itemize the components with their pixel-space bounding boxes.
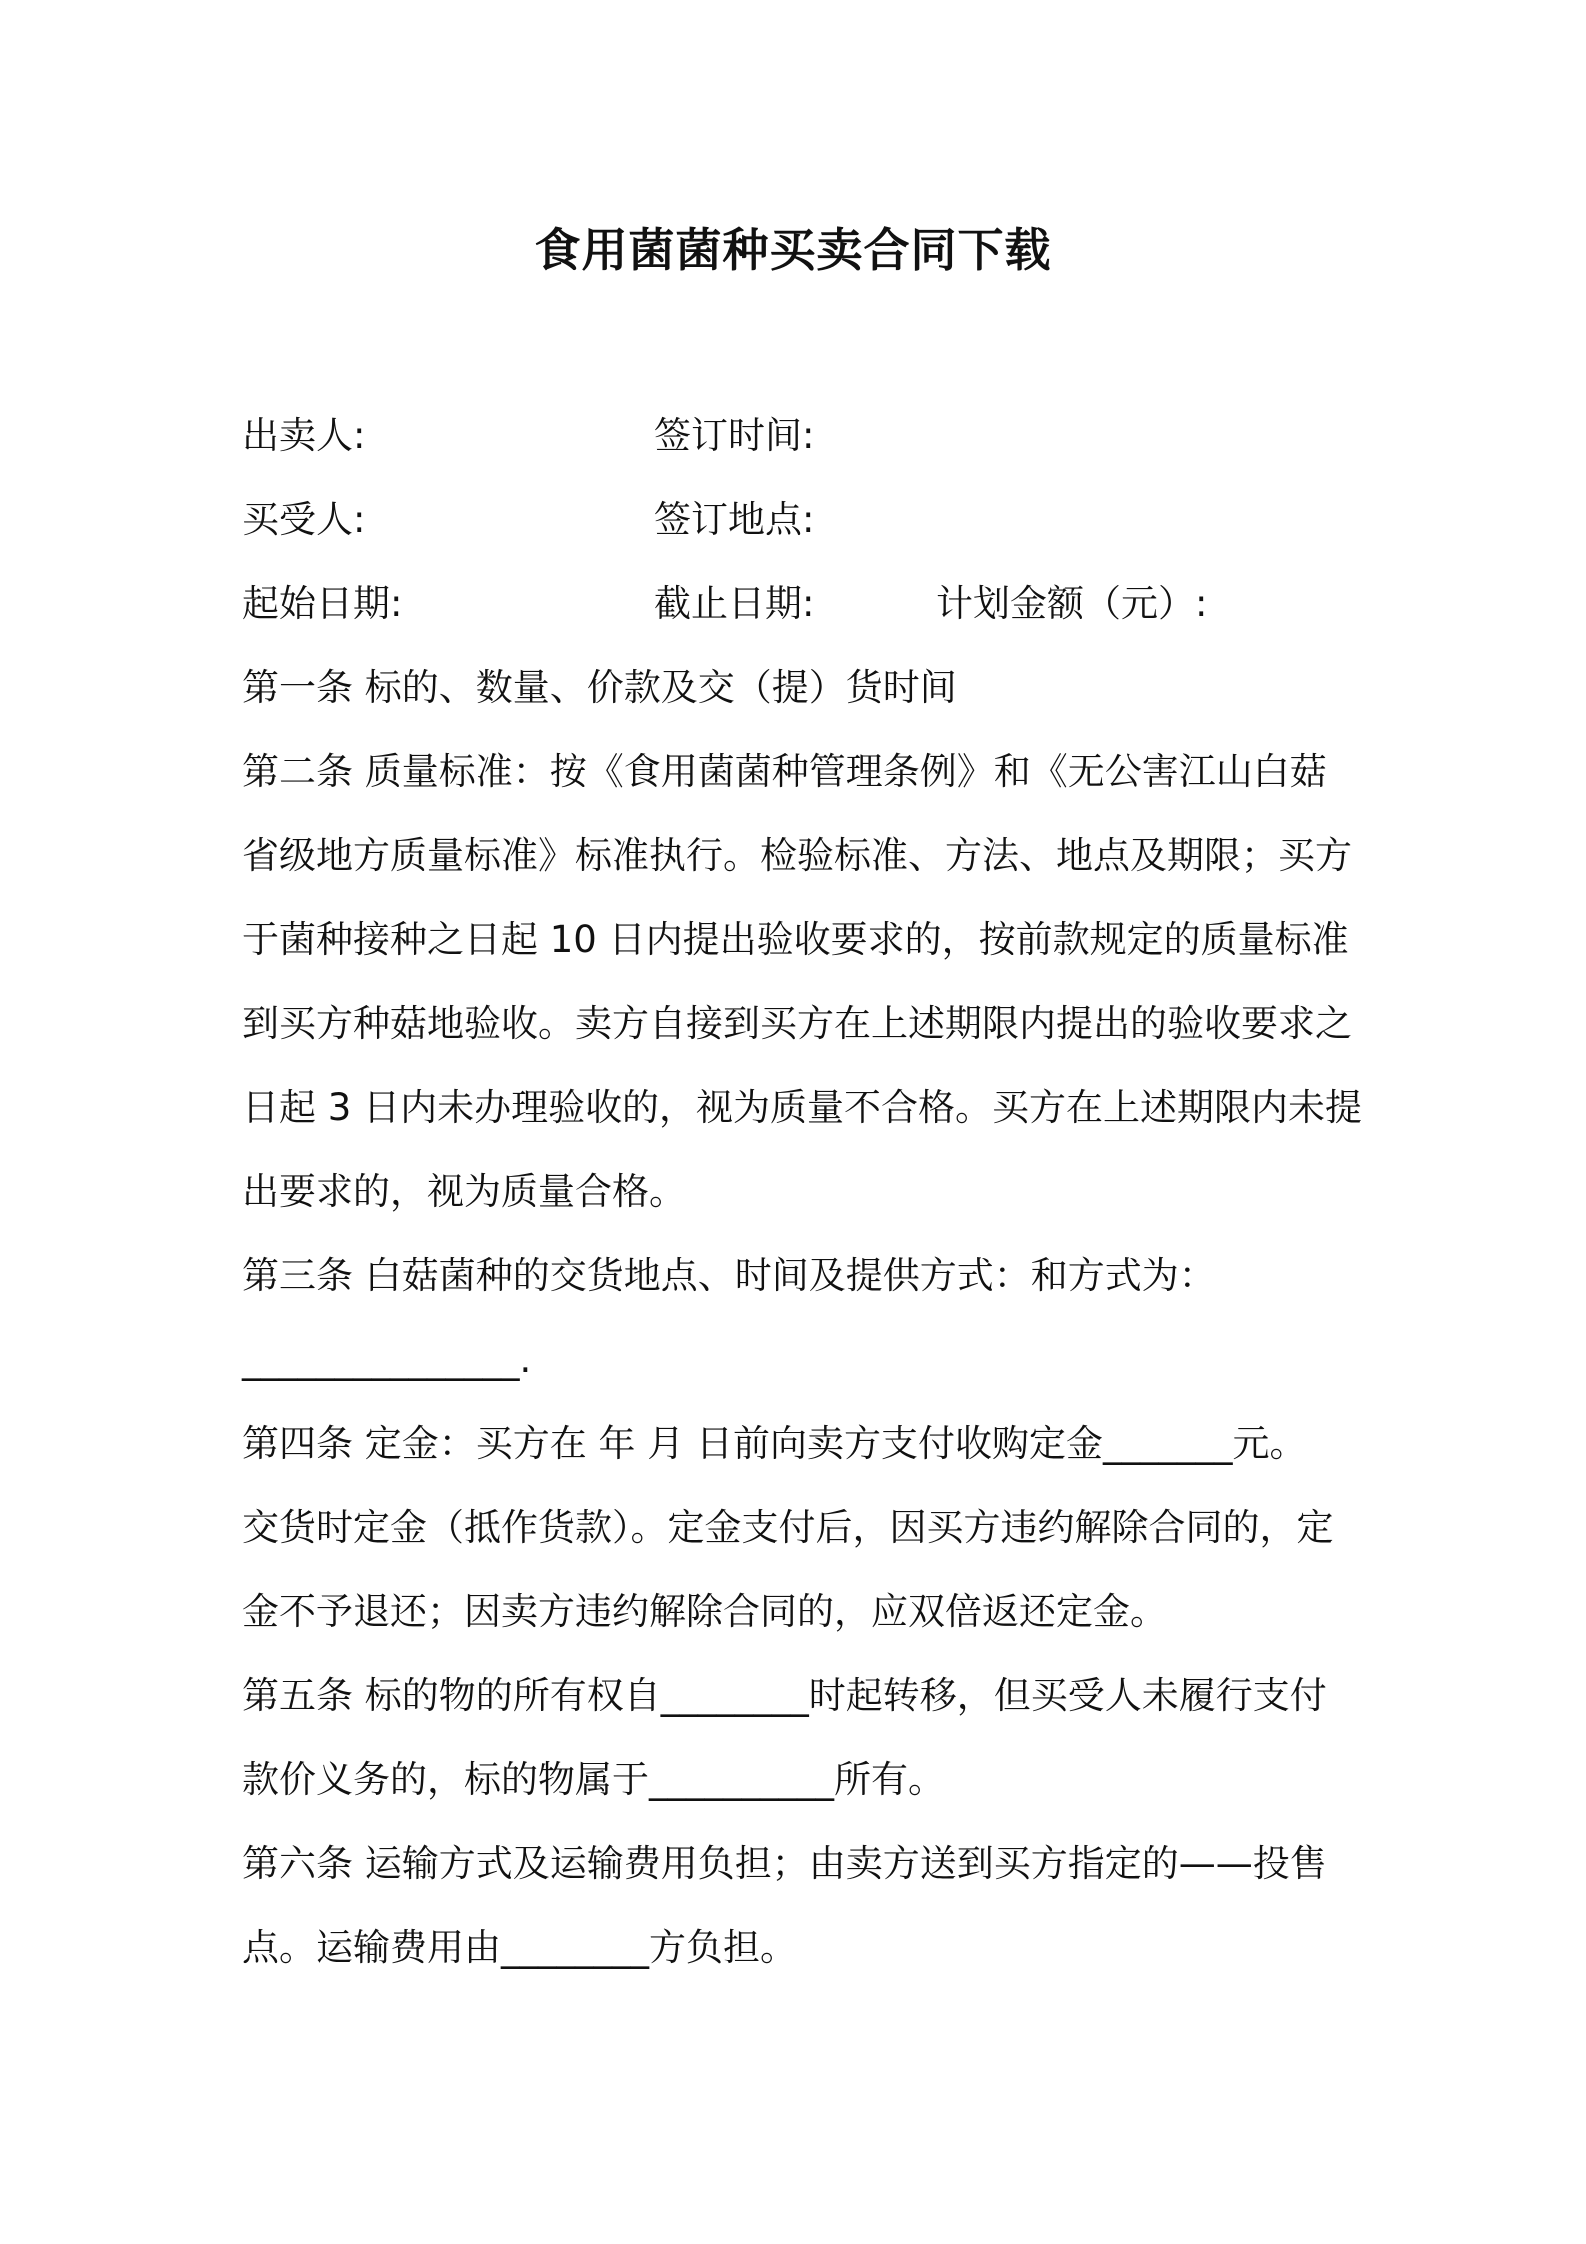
sign-time-field: 签订时间: <box>654 414 815 457</box>
buyer-field: 买受人: <box>242 498 366 541</box>
planned-amount-field: 计划金额（元）: <box>936 582 1208 625</box>
seller-field: 出卖人: <box>242 414 366 457</box>
document-title: 食用菌菌种买卖合同下载 <box>534 223 1052 277</box>
clause-line: 第三条 白菇菌种的交货地点、时间及提供方式：和方式为： <box>242 1254 1216 1297</box>
clause-line: 交货时定金（抵作货款）。定金支付后，因买方违约解除合同的，定 <box>242 1506 1334 1549</box>
clause-line: 点。运输费用由________方负担。 <box>242 1926 797 1969</box>
clause-line: 第六条 运输方式及运输费用负担；由卖方送到买方指定的——投售 <box>242 1842 1327 1885</box>
sign-place-field: 签订地点: <box>654 498 815 541</box>
clause-line: 日起 3 日内未办理验收的，视为质量不合格。买方在上述期限内未提 <box>242 1086 1363 1129</box>
clause-line: 款价义务的，标的物属于__________所有。 <box>242 1758 945 1801</box>
clause-line: 到买方种菇地验收。卖方自接到买方在上述期限内提出的验收要求之 <box>242 1002 1352 1045</box>
clause-line: 第四条 定金：买方在 年 月 日前向卖方支付收购定金_______元。 <box>242 1422 1307 1465</box>
clause-line: 第五条 标的物的所有权自________时起转移，但买受人未履行支付 <box>242 1674 1327 1717</box>
start-date-field: 起始日期: <box>242 582 403 625</box>
clause-line: 出要求的，视为质量合格。 <box>242 1170 686 1213</box>
clause-line: 第二条 质量标准：按《食用菌菌种管理条例》和《无公害江山白菇 <box>242 750 1327 793</box>
clause-line: _______________. <box>242 1338 532 1381</box>
clause-line: 于菌种接种之日起 10 日内提出验收要求的，按前款规定的质量标准 <box>242 918 1349 961</box>
clause-line: 第一条 标的、数量、价款及交（提）货时间 <box>242 666 957 709</box>
clause-line: 省级地方质量标准》标准执行。检验标准、方法、地点及期限；买方 <box>242 834 1352 877</box>
clause-line: 金不予退还；因卖方违约解除合同的，应双倍返还定金。 <box>242 1590 1167 1633</box>
end-date-field: 截止日期: <box>654 582 815 625</box>
